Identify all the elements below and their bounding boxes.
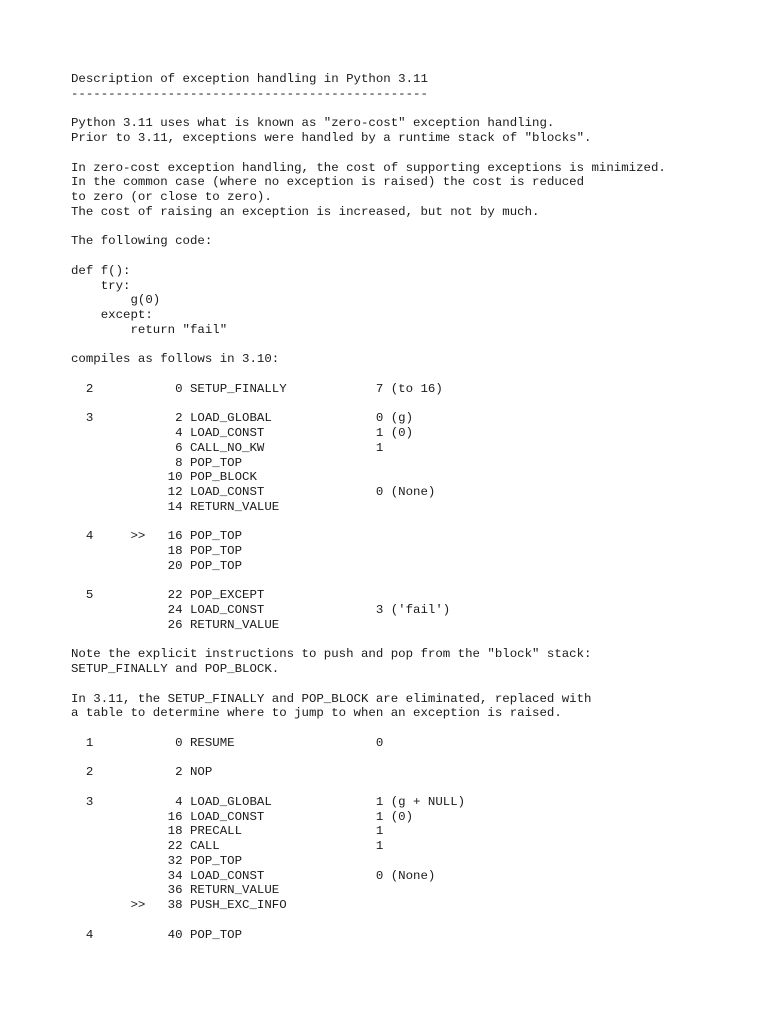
text-line (71, 751, 666, 766)
text-line: 1 0 RESUME 0 (71, 735, 384, 750)
text-line: 20 POP_TOP (71, 558, 243, 573)
text-line: 12 LOAD_CONST 0 (None) (71, 485, 436, 499)
text-line (71, 249, 666, 264)
text-line (71, 102, 666, 117)
text-line: 4 LOAD_CONST 1 (0) (71, 426, 414, 440)
text-line (71, 780, 666, 795)
text-line: g(0) (71, 293, 161, 308)
text-line: The cost of raising an exception is increased, but not by much. (71, 204, 540, 219)
text-line: 4 >> 16 POP_TOP (71, 529, 243, 544)
text-line: 10 POP_BLOCK (71, 470, 257, 485)
text-line: 18 POP_TOP (71, 544, 243, 558)
text-line (71, 913, 666, 928)
text-line: 24 LOAD_CONST 3 ('fail') (71, 603, 451, 617)
text-line (71, 721, 666, 736)
text-line: 14 RETURN_VALUE (71, 499, 280, 514)
text-line: Note the explicit instructions to push and pop from the "block" stack: (71, 647, 592, 662)
text-line: ------------------------------------------------ (71, 86, 428, 101)
text-line: In 3.11, the SETUP_FINALLY and POP_BLOCK are eliminated, replaced with (71, 691, 592, 706)
text-line (71, 633, 666, 648)
text-line: >> 38 PUSH_EXC_INFO (71, 898, 287, 912)
text-line (71, 338, 666, 353)
text-line: 18 PRECALL 1 (71, 824, 384, 839)
text-line: 26 RETURN_VALUE (71, 617, 280, 632)
text-line (71, 220, 666, 235)
text-line: In zero-cost exception handling, the cost of supporting exceptions is minimized. (71, 160, 666, 175)
text-line (71, 515, 666, 530)
text-line: Description of exception handling in Python 3.11 (71, 72, 428, 86)
text-line: In the common case (where no exception is raised) the cost is reduced (71, 175, 585, 190)
text-line: 36 RETURN_VALUE (71, 883, 280, 898)
text-line (71, 574, 666, 589)
text-line: 2 2 NOP (71, 765, 213, 780)
text-line: 3 2 LOAD_GLOBAL 0 (g) (71, 411, 414, 426)
text-line: 22 CALL 1 (71, 839, 384, 853)
text-line: return "fail" (71, 322, 228, 337)
text-line: 8 POP_TOP (71, 455, 243, 470)
text-line: to zero (or close to zero). (71, 190, 272, 204)
text-line: 4 40 POP_TOP (71, 927, 243, 942)
text-line: try: (71, 278, 131, 293)
text-line: 34 LOAD_CONST 0 (None) (71, 868, 436, 883)
text-line: except: (71, 308, 153, 322)
text-line: 32 POP_TOP (71, 853, 243, 868)
text-line: 5 22 POP_EXCEPT (71, 588, 265, 603)
text-line: SETUP_FINALLY and POP_BLOCK. (71, 662, 280, 676)
text-line: Prior to 3.11, exceptions were handled by a runtime stack of "blocks". (71, 131, 592, 145)
text-line: The following code: (71, 234, 213, 249)
text-line: 2 0 SETUP_FINALLY 7 (to 16) (71, 381, 443, 396)
text-line: Python 3.11 uses what is known as "zero-cost" exception handling. (71, 116, 555, 131)
text-line (71, 146, 666, 161)
text-line (71, 367, 666, 382)
document-text (71, 72, 666, 942)
text-line: 16 LOAD_CONST 1 (0) (71, 809, 414, 824)
text-line (71, 677, 666, 692)
text-line: def f(): (71, 263, 131, 278)
text-line: 6 CALL_NO_KW 1 (71, 440, 384, 455)
text-line: 3 4 LOAD_GLOBAL 1 (g + NULL) (71, 794, 466, 809)
text-line (71, 397, 666, 412)
text-line: compiles as follows in 3.10: (71, 352, 280, 367)
text-line: a table to determine where to jump to when an exception is raised. (71, 706, 562, 721)
